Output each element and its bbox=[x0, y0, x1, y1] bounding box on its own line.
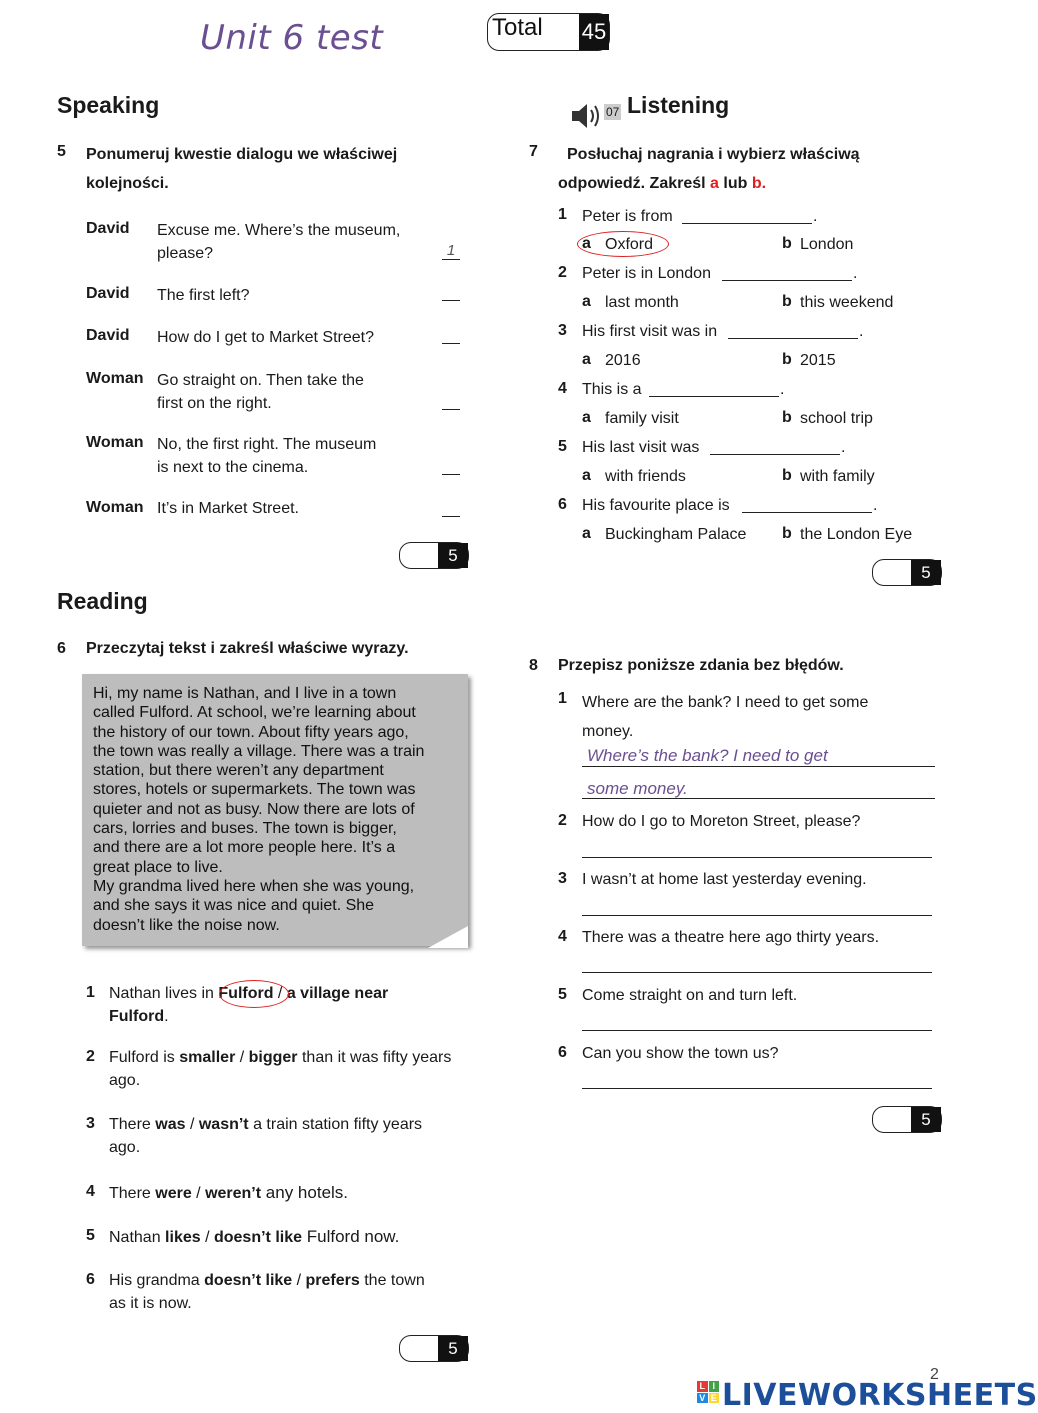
option-b[interactable]: London bbox=[800, 236, 854, 253]
reading-instruction: Przeczytaj tekst i zakreśl właściwe wyrazy. bbox=[86, 640, 409, 657]
item-text: His grandma doesn’t like / prefers the town as it is now. bbox=[109, 1272, 425, 1312]
writing-instruction: Przepisz poniższe zdania bez błędów. bbox=[558, 657, 844, 674]
section-score-value: 5 bbox=[438, 543, 468, 568]
dialogue-text: No, the first right. The museum is next to the cinema. bbox=[157, 436, 377, 476]
option-a[interactable]: 2016 bbox=[605, 352, 641, 369]
option-a-label: a bbox=[582, 467, 591, 484]
item-number: 3 bbox=[86, 1115, 95, 1132]
answer-line[interactable] bbox=[582, 1030, 932, 1031]
choice-option[interactable]: doesn’t like bbox=[204, 1272, 293, 1289]
answer-line bbox=[582, 798, 935, 799]
answer-line[interactable] bbox=[582, 857, 932, 858]
total-label: Total bbox=[492, 14, 543, 41]
question-number: 4 bbox=[558, 380, 567, 397]
task-number: 7 bbox=[529, 143, 538, 160]
choice-option[interactable]: weren’t bbox=[205, 1185, 262, 1202]
written-answer[interactable]: Where’s the bank? I need to get bbox=[587, 746, 828, 765]
option-b-label: b bbox=[782, 235, 792, 252]
reading-text: Hi, my name is Nathan, and I live in a town called Fulford. At school, we’re learning about the history of our town. About fifty years ago, the town was really a village. There was a train station, but there weren’t any department stores, hotels or supermarkets. The town was quieter and not as busy. Now there are lots of cars, lorries and buses. The town is bigger, and there are a lot more people here. It’s a great place to live. My grandma lived here when she was young, and she says it was nice and quiet. She doesn’t like the noise now. bbox=[93, 685, 425, 934]
order-answer-field[interactable] bbox=[442, 284, 460, 301]
item-number: 1 bbox=[558, 690, 567, 707]
item-text: There was a theatre here ago thirty years. bbox=[582, 929, 880, 946]
section-score-value: 5 bbox=[911, 1107, 941, 1132]
choice-option[interactable]: a village near bbox=[286, 985, 389, 1002]
item-number: 5 bbox=[558, 986, 567, 1003]
written-answer[interactable]: some money. bbox=[587, 779, 688, 798]
choice-option[interactable]: likes bbox=[165, 1229, 201, 1246]
item-text: Where are the bank? I need to get some money. bbox=[582, 694, 869, 740]
option-a-label: a bbox=[582, 293, 591, 310]
option-b-label: b bbox=[782, 525, 792, 542]
answer-line[interactable] bbox=[582, 972, 932, 973]
listening-instruction: Posłuchaj nagrania i wybierz właściwą odpowiedź. Zakreśl a lub b. bbox=[558, 146, 860, 192]
option-a[interactable]: family visit bbox=[605, 410, 679, 427]
answer-blank bbox=[722, 264, 852, 281]
choice-option[interactable]: Fulford bbox=[218, 985, 274, 1002]
answer-blank bbox=[728, 322, 858, 339]
question-text: His last visit was bbox=[582, 439, 700, 456]
question-number: 1 bbox=[558, 206, 567, 223]
dialogue-text: Excuse me. Where’s the museum, please? bbox=[157, 222, 401, 262]
instruction-line: Ponumeruj kwestie dialogu we właściwej bbox=[86, 146, 398, 163]
audio-button[interactable] bbox=[570, 100, 624, 132]
speaker-icon bbox=[570, 100, 604, 132]
reading-heading: Reading bbox=[57, 588, 148, 614]
dialogue-speaker: Woman bbox=[86, 434, 144, 451]
question-text: Peter is in London bbox=[582, 265, 711, 282]
answer-line[interactable] bbox=[582, 1088, 932, 1089]
section-score-box bbox=[399, 1335, 469, 1362]
dialogue-text: How do I get to Market Street? bbox=[157, 329, 374, 346]
option-a-label: a bbox=[582, 351, 591, 368]
section-score-box bbox=[399, 542, 469, 569]
option-a-label: a bbox=[582, 235, 591, 252]
choice-option[interactable]: were bbox=[155, 1185, 192, 1202]
speaking-heading: Speaking bbox=[57, 92, 160, 118]
page-number: 2 bbox=[930, 1366, 939, 1383]
option-b[interactable]: school trip bbox=[800, 410, 873, 427]
item-text: Come straight on and turn left. bbox=[582, 987, 798, 1004]
dialogue-text: It’s in Market Street. bbox=[157, 500, 299, 517]
listening-heading: Listening bbox=[627, 92, 730, 118]
dialogue-speaker: Woman bbox=[86, 370, 144, 387]
choice-option[interactable]: wasn’t bbox=[198, 1116, 249, 1133]
question-number: 5 bbox=[558, 438, 567, 455]
section-score-box bbox=[872, 1106, 942, 1133]
question-text: His first visit was in bbox=[582, 323, 718, 340]
dialogue-speaker: David bbox=[86, 285, 130, 302]
item-text: There were / weren’t any hotels. bbox=[109, 1183, 349, 1202]
choice-option[interactable]: bigger bbox=[248, 1049, 298, 1066]
choice-option[interactable]: prefers bbox=[305, 1272, 360, 1289]
task-number: 8 bbox=[529, 657, 538, 674]
option-b-label: b bbox=[782, 351, 792, 368]
option-a[interactable]: last month bbox=[605, 294, 679, 311]
item-number: 6 bbox=[86, 1271, 95, 1288]
item-text: Can you show the town us? bbox=[582, 1045, 779, 1062]
section-score-value: 5 bbox=[438, 1336, 468, 1361]
speaking-instruction bbox=[86, 140, 397, 198]
option-b[interactable]: this weekend bbox=[800, 294, 894, 311]
dialogue-text: Go straight on. Then take the first on the right. bbox=[157, 372, 364, 412]
option-a-label: a bbox=[582, 409, 591, 426]
option-b[interactable]: the London Eye bbox=[800, 526, 913, 543]
item-number: 4 bbox=[558, 928, 567, 945]
total-score-box bbox=[487, 13, 610, 51]
answer-blank bbox=[742, 496, 872, 513]
choice-option[interactable]: smaller bbox=[179, 1049, 236, 1066]
instruction-line: kolejności. bbox=[86, 175, 169, 192]
option-a[interactable]: Oxford bbox=[605, 236, 654, 253]
track-number: 07 bbox=[606, 105, 620, 119]
choice-option[interactable]: doesn’t like bbox=[213, 1229, 303, 1246]
answer-circle bbox=[219, 980, 289, 1008]
answer-blank bbox=[710, 438, 840, 455]
item-number: 3 bbox=[558, 870, 567, 887]
option-b-label: b bbox=[782, 293, 792, 310]
option-a[interactable]: Buckingham Palace bbox=[605, 526, 747, 543]
order-answer-field[interactable]: 1 bbox=[442, 243, 460, 260]
item-text: Nathan lives in Fulford / a village near Fulford. bbox=[109, 985, 389, 1025]
question-text: His favourite place is bbox=[582, 497, 730, 514]
dialogue-speaker: David bbox=[86, 220, 130, 237]
liveworksheets-logo-icon: L I V E bbox=[697, 1381, 719, 1403]
option-a[interactable]: with friends bbox=[605, 468, 686, 485]
page-curl bbox=[428, 926, 468, 948]
item-number: 2 bbox=[558, 812, 567, 829]
item-number: 2 bbox=[86, 1048, 95, 1065]
item-text: I wasn’t at home last yesterday evening. bbox=[582, 871, 867, 888]
page-title: Unit 6 test bbox=[200, 18, 384, 58]
item-number: 1 bbox=[86, 984, 95, 1001]
item-text: Nathan likes / doesn’t like Fulford now. bbox=[109, 1227, 400, 1246]
order-answer-field[interactable] bbox=[442, 458, 460, 475]
item-text: There was / wasn’t a train station fifty years ago. bbox=[109, 1116, 423, 1156]
answer-line bbox=[582, 766, 935, 767]
question-text: Peter is from bbox=[582, 208, 673, 225]
option-b[interactable]: with family bbox=[800, 468, 875, 485]
item-number: 4 bbox=[86, 1183, 95, 1200]
task-number: 5 bbox=[57, 143, 66, 160]
order-answer-field[interactable] bbox=[442, 500, 460, 517]
question-number: 3 bbox=[558, 322, 567, 339]
option-b[interactable]: 2015 bbox=[800, 352, 836, 369]
option-a-label: a bbox=[582, 525, 591, 542]
question-text: This is a bbox=[582, 381, 642, 398]
dialogue-text: The first left? bbox=[157, 287, 250, 304]
answer-circle bbox=[577, 231, 669, 257]
reading-text-box bbox=[82, 674, 468, 946]
option-b-label: b bbox=[782, 467, 792, 484]
liveworksheets-logo[interactable]: LIVEWORKSHEETS bbox=[722, 1378, 1038, 1413]
order-answer-field[interactable] bbox=[442, 393, 460, 410]
item-number: 6 bbox=[558, 1044, 567, 1061]
section-score-box bbox=[872, 559, 942, 586]
section-score-value: 5 bbox=[911, 560, 941, 585]
item-text: Fulford is smaller / bigger than it was fifty years ago. bbox=[109, 1049, 452, 1089]
total-score-value: 45 bbox=[579, 14, 609, 50]
dialogue-speaker: David bbox=[86, 327, 130, 344]
item-number: 5 bbox=[86, 1227, 95, 1244]
dialogue-speaker: Woman bbox=[86, 499, 144, 516]
question-number: 2 bbox=[558, 264, 567, 281]
task-number: 6 bbox=[57, 640, 66, 657]
question-number: 6 bbox=[558, 496, 567, 513]
answer-line[interactable] bbox=[582, 915, 932, 916]
item-text: How do I go to Moreton Street, please? bbox=[582, 813, 861, 830]
choice-option[interactable]: was bbox=[155, 1116, 186, 1133]
order-answer-field[interactable] bbox=[442, 327, 460, 344]
answer-blank bbox=[649, 380, 779, 397]
answer-blank bbox=[682, 207, 812, 224]
option-b-label: b bbox=[782, 409, 792, 426]
